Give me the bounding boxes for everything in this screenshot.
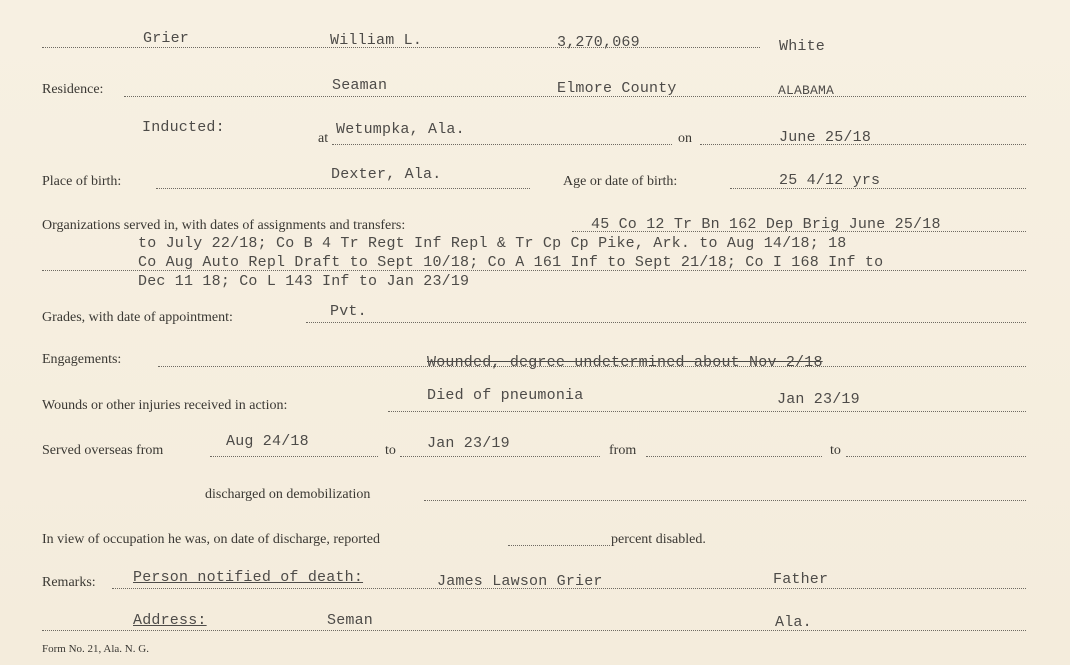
disability-label: In view of occupation he was, on date of discharge, reported [42, 532, 380, 547]
disability-suffix: percent disabled. [611, 532, 706, 547]
birthplace: Dexter, Ala. [331, 166, 442, 183]
inducted-on-label: on [678, 131, 692, 146]
overseas-to-label-2: to [830, 443, 841, 458]
overseas-to-line-2 [846, 456, 1026, 457]
residence-county: Elmore County [557, 80, 677, 97]
residence-label: Residence: [42, 82, 104, 97]
residence-state: ALABAMA [778, 83, 835, 98]
inducted-place-line [332, 144, 672, 145]
engagements-value: Wounded, degree undetermined about Nov 2/18 [427, 354, 823, 371]
residence-town: Seaman [332, 77, 388, 94]
wounds-line [388, 411, 1026, 412]
organizations-label: Organizations served in, with dates of assignments and transfers: [42, 218, 406, 233]
birthplace-label: Place of birth: [42, 174, 122, 189]
grades-label: Grades, with date of appointment: [42, 310, 233, 325]
discharge-label: discharged on demobilization [205, 487, 371, 502]
age-value: 25 4/12 yrs [779, 172, 881, 189]
overseas-from-line [210, 456, 378, 457]
organizations-line-4: Dec 11 18; Co L 143 Inf to Jan 23/19 [138, 273, 470, 290]
remarks-notified-name: James Lawson Grier [437, 573, 603, 590]
overseas-to-date: Jan 23/19 [427, 435, 510, 452]
age-label: Age or date of birth: [563, 174, 678, 189]
engagements-label: Engagements: [42, 352, 122, 367]
inducted-date: June 25/18 [779, 129, 872, 146]
organizations-line-2: to July 22/18; Co B 4 Tr Regt Inf Repl & Tr Cp Cp Pike, Ark. to Aug 14/18; 18 [138, 235, 847, 252]
remarks-relation: Father [773, 571, 829, 588]
remarks-address-state: Ala. [775, 614, 812, 631]
overseas-from-label-2: from [609, 443, 637, 458]
form-number: Form No. 21, Ala. N. G. [42, 643, 149, 655]
organizations-line-3: Co Aug Auto Repl Draft to Sept 10/18; Co A 161 Inf to Sept 21/18; Co I 168 Inf to [138, 254, 884, 271]
inducted-at-label: at [318, 131, 329, 146]
grade-value: Pvt. [330, 303, 367, 320]
grades-line [306, 322, 1026, 323]
wounds-value: Died of pneumonia [427, 387, 584, 404]
organizations-line-b [42, 270, 1026, 271]
surname: Grier [143, 30, 190, 47]
disability-line [508, 545, 610, 546]
inducted-place: Wetumpka, Ala. [336, 121, 465, 138]
given-name: William L. [330, 32, 423, 49]
remarks-notified-label: Person notified of death: [133, 569, 364, 586]
serial-number: 3,270,069 [557, 34, 640, 51]
organizations-line-1: 45 Co 12 Tr Bn 162 Dep Brig June 25/18 [591, 216, 941, 233]
wounds-date: Jan 23/19 [777, 391, 860, 408]
overseas-from-line-2 [646, 456, 822, 457]
remarks-address-label: Address: [133, 612, 207, 629]
remarks-label: Remarks: [42, 575, 96, 590]
overseas-to-line [400, 456, 600, 457]
overseas-to-label: to [385, 443, 396, 458]
birthplace-line [156, 188, 530, 189]
remarks-line-2 [42, 630, 1026, 631]
race: White [779, 38, 826, 55]
overseas-label: Served overseas from [42, 443, 164, 458]
discharge-line [424, 500, 1026, 501]
overseas-from-date: Aug 24/18 [226, 433, 309, 450]
inducted-label: Inducted: [142, 119, 225, 136]
remarks-address-town: Seman [327, 612, 374, 629]
wounds-label: Wounds or other injuries received in action: [42, 398, 288, 413]
